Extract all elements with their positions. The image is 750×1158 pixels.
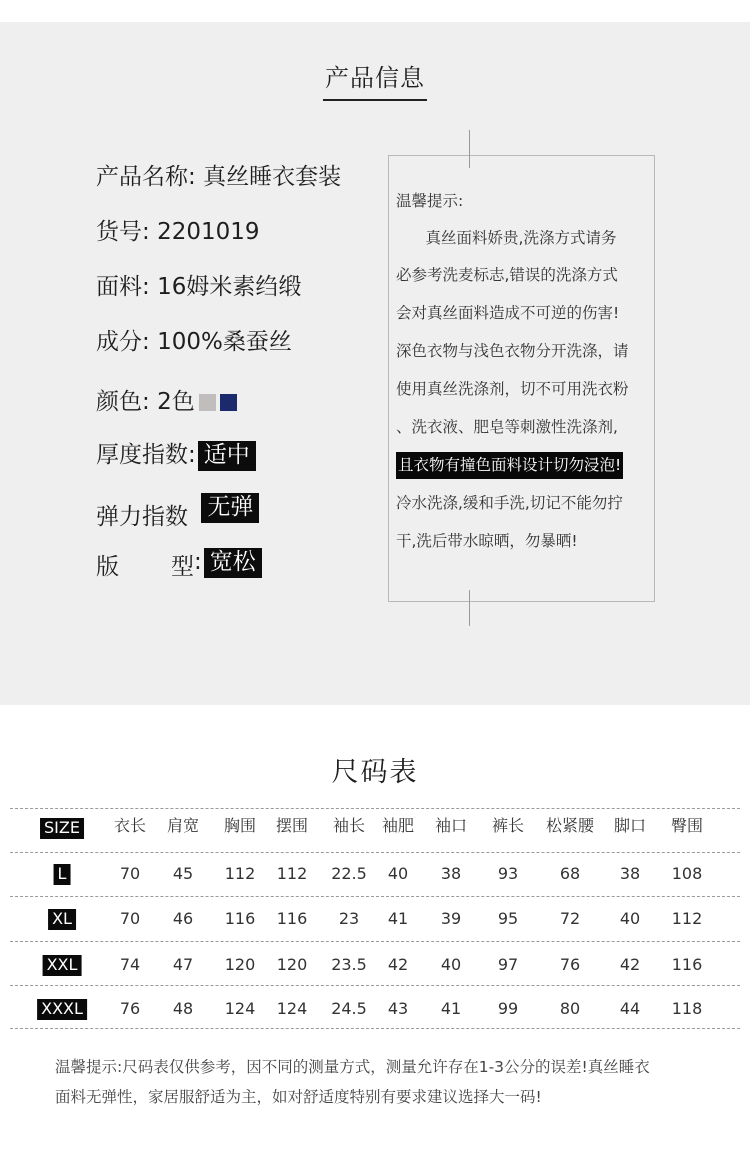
care-notice-line: 会对真丝面料造成不可逆的伤害! [396, 304, 620, 322]
table-cell: 124 [224, 999, 256, 1018]
table-cell: 76 [119, 999, 141, 1018]
care-notice-line: 深色衣物与浅色衣物分开洗涤，请 [396, 342, 629, 360]
spec-elasticity [96, 493, 259, 530]
table-cell: 97 [497, 955, 519, 974]
spec-value: 16姆米素绉缎 [157, 274, 302, 300]
elasticity-badge: 无弹 [201, 493, 259, 523]
spec-label: 产品名称 [96, 164, 188, 190]
table-cell: 93 [497, 864, 519, 883]
table-row-divider [10, 808, 740, 809]
size-chart-title: 尺码表 [331, 757, 419, 788]
table-header-cell: 松紧腰 [545, 816, 595, 835]
table-header-cell: 裤长 [491, 816, 525, 835]
spec-separator: : [188, 442, 196, 468]
table-row-divider [10, 941, 740, 942]
spec-label: 型 [171, 554, 194, 580]
size-label-chip: XXXL [37, 999, 87, 1020]
table-cell: 42 [387, 955, 409, 974]
product-info-title [0, 58, 750, 101]
spec-item-number [96, 221, 260, 244]
table-cell: 41 [440, 999, 462, 1018]
spec-separator: : [142, 274, 150, 300]
table-cell: 38 [619, 864, 641, 883]
table-cell: 95 [497, 909, 519, 928]
spec-separator: : [188, 164, 196, 190]
table-cell: 116 [671, 955, 703, 974]
table-cell: 112 [224, 864, 256, 883]
size-footnote-line: 温馨提示:尺码表仅供参考，因不同的测量方式，测量允许存在1-3公分的误差!真丝睡衣 [55, 1058, 650, 1076]
table-header-cell: 胸围 [223, 816, 257, 835]
spec-separator: : [142, 389, 150, 415]
spec-label: 成分 [96, 329, 142, 355]
table-cell: 70 [119, 909, 141, 928]
spec-value: 2色 [157, 389, 195, 415]
table-cell: 80 [559, 999, 581, 1018]
table-cell: 45 [172, 864, 194, 883]
table-cell: 40 [619, 909, 641, 928]
spec-value: 100%桑蚕丝 [157, 329, 292, 355]
spec-product-name [96, 166, 341, 189]
table-cell: 46 [172, 909, 194, 928]
table-cell: 99 [497, 999, 519, 1018]
table-cell: 23.5 [331, 955, 367, 974]
care-notice-line: 必参考洗麦标志,错误的洗涤方式 [396, 266, 618, 284]
spec-color [96, 391, 237, 414]
care-notice-line: 干,洗后带水晾晒，勿暴晒! [396, 532, 578, 550]
color-swatch-navy [220, 394, 237, 411]
table-cell: 39 [440, 909, 462, 928]
table-header-cell: 袖口 [434, 816, 468, 835]
care-notice-line: 、洗衣液、肥皂等刺激性洗涤剂, [396, 418, 618, 436]
size-label-chip: L [54, 864, 71, 885]
table-cell: 68 [559, 864, 581, 883]
spec-separator: : [142, 219, 150, 245]
table-cell: 40 [387, 864, 409, 883]
table-cell: 40 [440, 955, 462, 974]
table-cell: 124 [276, 999, 308, 1018]
table-cell: 48 [172, 999, 194, 1018]
spec-label: 颜色 [96, 389, 142, 415]
color-swatch-grey [199, 394, 216, 411]
care-notice-highlight [396, 458, 623, 474]
spec-value: 2201019 [157, 219, 260, 245]
table-header-cell: 袖长 [332, 816, 366, 835]
table-cell: 72 [559, 909, 581, 928]
table-header-cell: 袖肥 [381, 816, 415, 835]
table-cell: 120 [276, 955, 308, 974]
notice-top-tick [469, 130, 470, 168]
table-cell: 76 [559, 955, 581, 974]
table-cell: 43 [387, 999, 409, 1018]
table-cell: 116 [224, 909, 256, 928]
spec-fit [96, 548, 262, 578]
table-cell: 116 [276, 909, 308, 928]
spec-label: 版 [96, 554, 119, 580]
thickness-badge: 适中 [198, 441, 256, 471]
table-cell: 112 [671, 909, 703, 928]
size-header-chip: SIZE [40, 818, 84, 839]
spec-value: 真丝睡衣套装 [203, 164, 342, 190]
size-label-chip: XL [48, 909, 76, 930]
spec-label: 弹力指数 [96, 504, 188, 530]
spec-label: 货号 [96, 219, 142, 245]
care-notice-line: 冷水洗涤,缓和手洗,切记不能勿拧 [396, 494, 623, 512]
table-header-cell: 臀围 [670, 816, 704, 835]
care-notice-line: 使用真丝洗涤剂，切不可用洗衣粉 [396, 380, 629, 398]
table-row-divider [10, 852, 740, 853]
care-notice-line: 真丝面料娇贵,洗涤方式请务 [396, 229, 617, 247]
top-band [0, 0, 750, 22]
size-footnote-line: 面料无弹性，家居服舒适为主，如对舒适度特别有要求建议选择大一码! [55, 1088, 542, 1106]
care-notice-highlight-text: 且衣物有撞色面料设计切勿浸泡! [396, 452, 623, 479]
fit-badge: 宽松 [204, 548, 262, 578]
table-cell: 38 [440, 864, 462, 883]
table-cell: 74 [119, 955, 141, 974]
table-cell: 112 [276, 864, 308, 883]
table-cell: 23 [338, 909, 360, 928]
size-label-chip: XXL [43, 955, 82, 976]
table-cell: 47 [172, 955, 194, 974]
table-row-divider [10, 896, 740, 897]
spec-separator: : [142, 329, 150, 355]
spec-thickness [96, 441, 256, 471]
table-cell: 24.5 [331, 999, 367, 1018]
spec-label: 面料 [96, 274, 142, 300]
spec-fabric [96, 276, 301, 299]
spec-composition [96, 331, 292, 354]
spec-separator: : [194, 549, 202, 575]
table-cell: 108 [671, 864, 703, 883]
table-header-cell: 脚口 [613, 816, 647, 835]
table-cell: 44 [619, 999, 641, 1018]
table-cell: 41 [387, 909, 409, 928]
table-row-divider [10, 985, 740, 986]
table-header-cell: 摆围 [275, 816, 309, 835]
spec-label: 厚度指数 [96, 442, 188, 468]
table-cell: 118 [671, 999, 703, 1018]
table-cell: 22.5 [331, 864, 367, 883]
table-row-divider [10, 1028, 740, 1029]
table-cell: 120 [224, 955, 256, 974]
notice-bottom-tick [469, 590, 470, 626]
table-cell: 70 [119, 864, 141, 883]
table-cell: 42 [619, 955, 641, 974]
care-notice-line: 温馨提示: [396, 192, 464, 210]
table-header-cell: 衣长 [113, 816, 147, 835]
product-info-title-text: 产品信息 [323, 58, 427, 101]
table-header-cell: 肩宽 [166, 816, 200, 835]
